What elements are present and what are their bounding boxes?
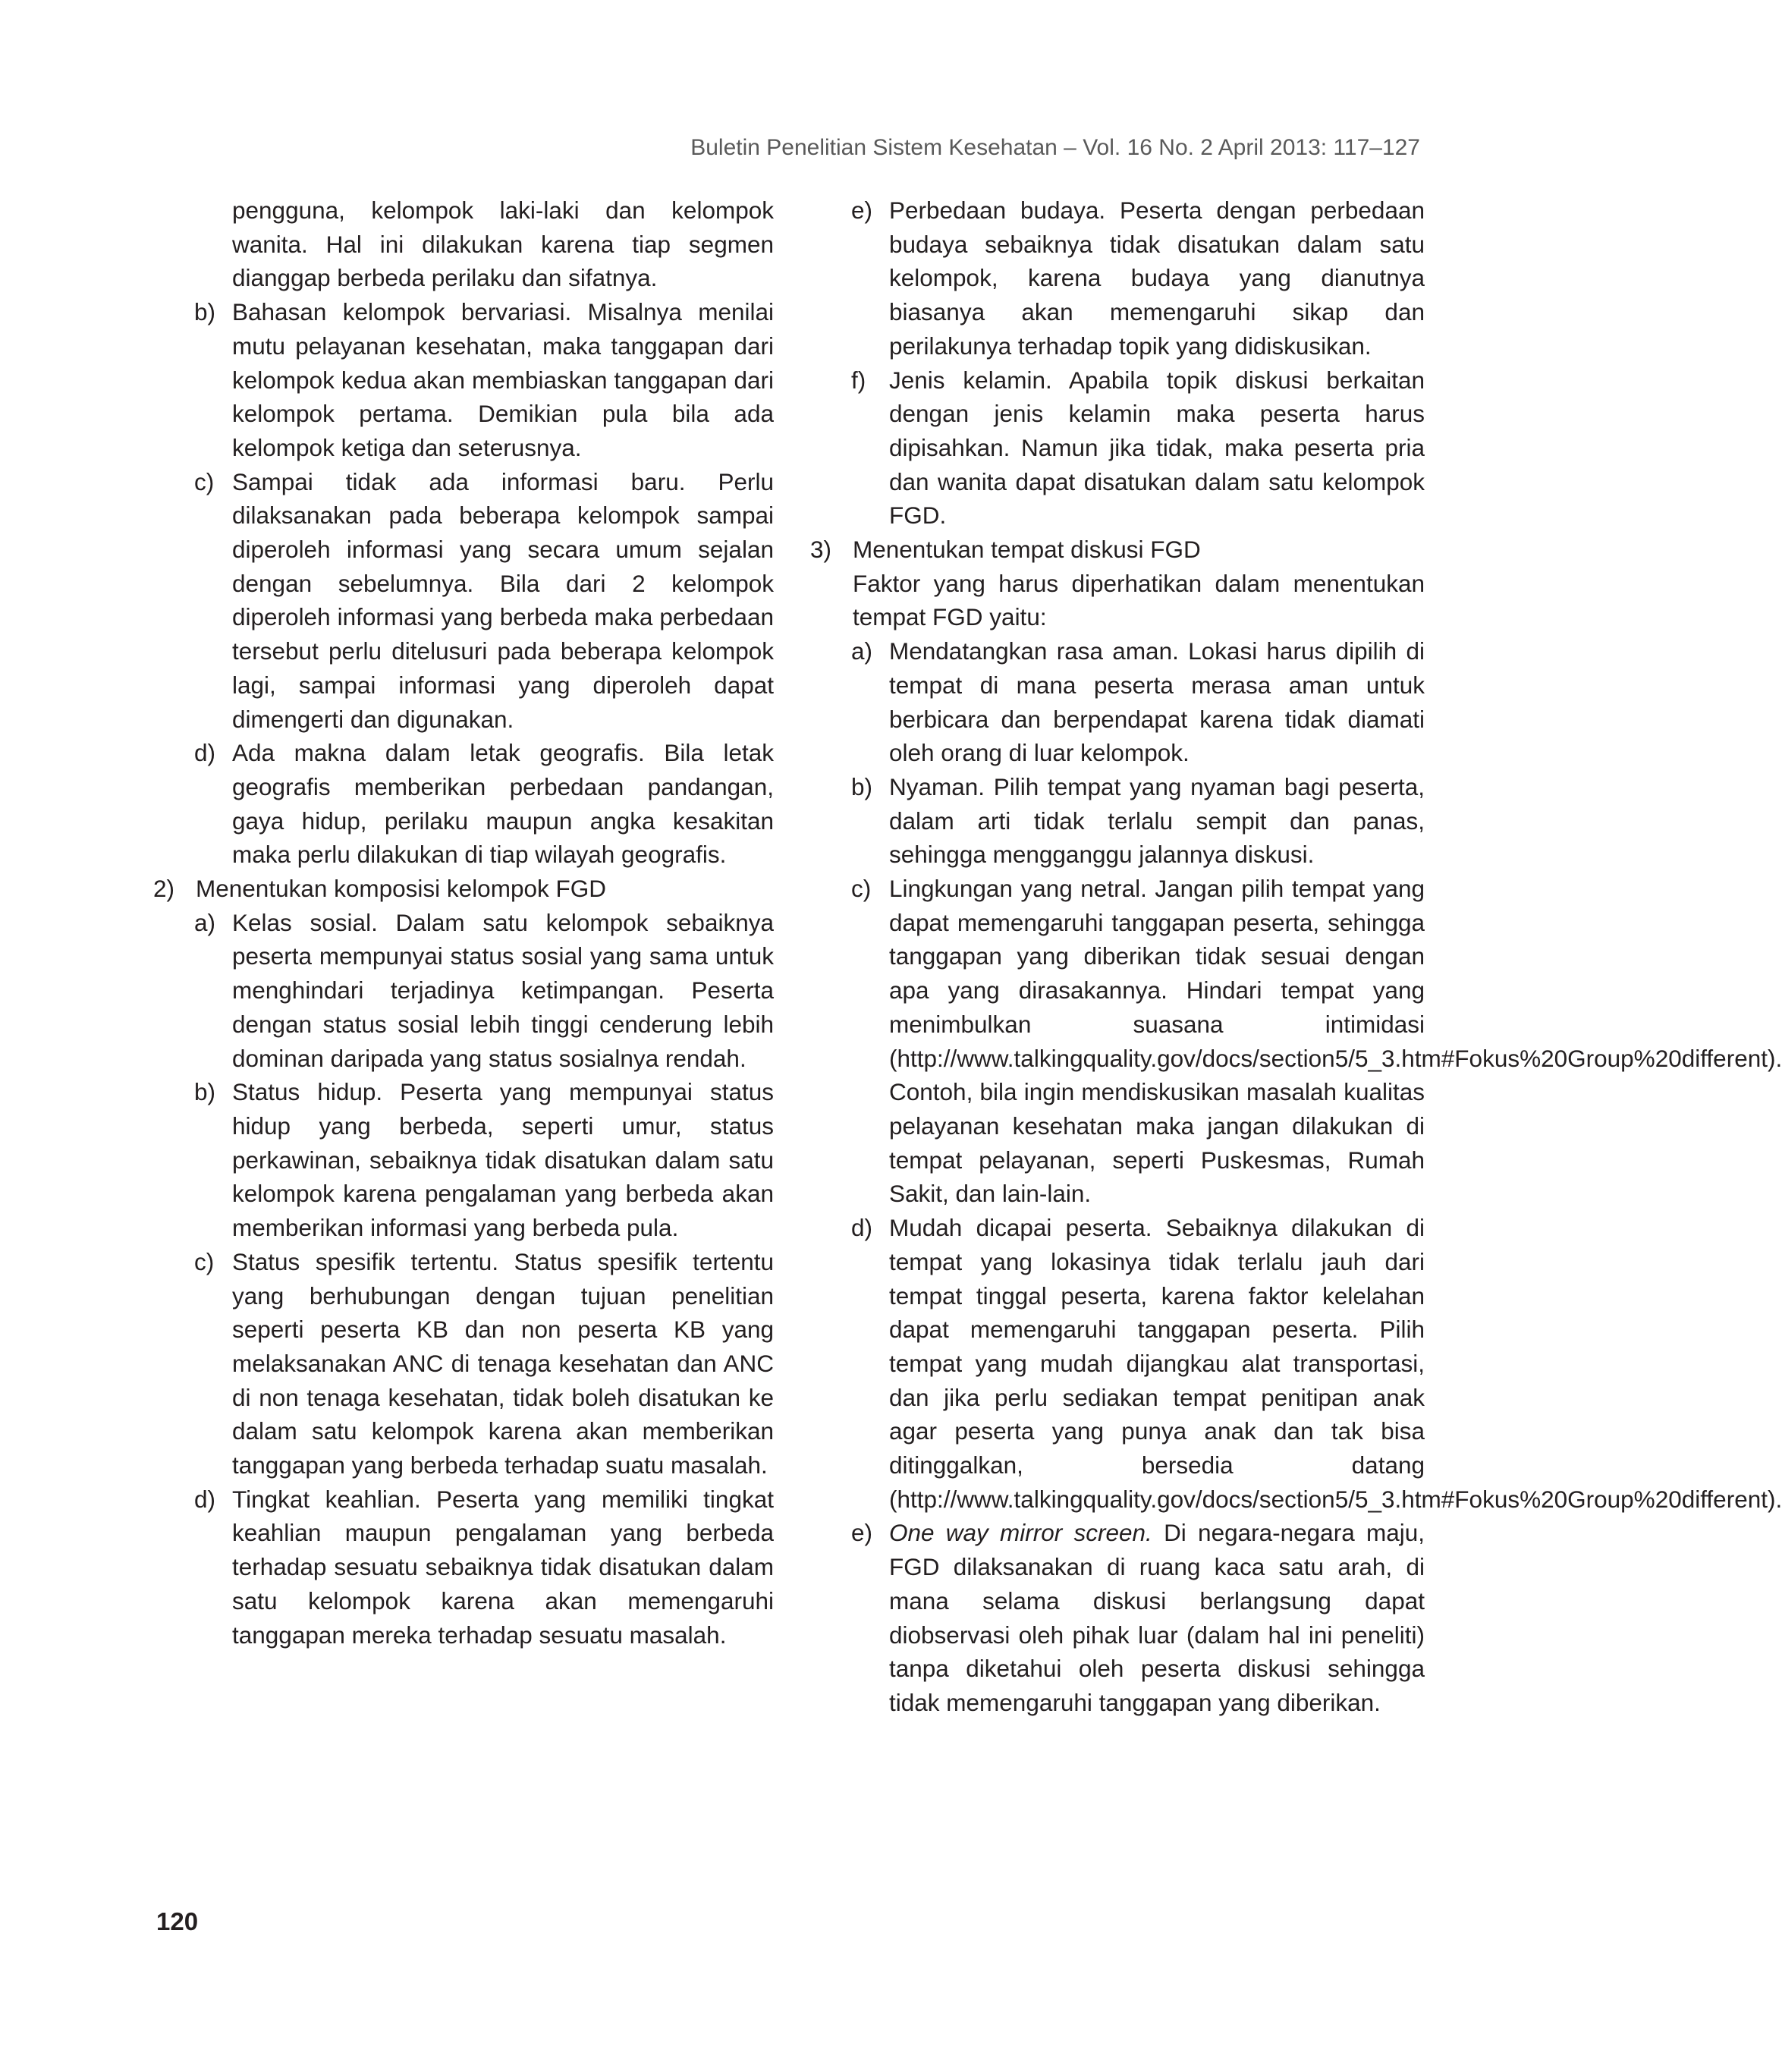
section-label: 3) — [810, 536, 832, 564]
item-text: Sampai tidak ada informasi baru. Perlu dilaksanakan pada beberapa kelompok sampai diperoleh informasi yang secara umum sejalan dengan sebelumnya. Bila dari 2 kelompok diperoleh informasi yang berbeda maka perbedaan tersebut perlu ditelusuri pada beberapa kelompok lagi, sampai informasi yang diperoleh dapat dimengerti dan digunakan. — [232, 467, 774, 733]
item-label: d) — [851, 1214, 873, 1242]
right-column — [810, 193, 1782, 1720]
item-label: b) — [194, 1078, 216, 1106]
item-text: Tingkat keahlian. Peserta yang memiliki tingkat keahlian maupun pengalaman yang berbeda terhadap sesuatu sebaiknya tidak disatukan dalam satu kelompok karena akan memengaruhi tanggapan mereka terhadap sesuatu masalah. — [232, 1485, 774, 1649]
continuation-paragraph: pengguna, kelompok laki-laki dan kelompok wanita. Hal ini dilakukan karena tiap segmen dianggap berbeda perilaku dan sifatnya. — [232, 197, 774, 292]
item-text: Jenis kelamin. Apabila topik diskusi berkaitan dengan jenis kelamin maka peserta harus dipisahkan. Namun jika tidak, maka peserta pria dan wanita dapat disatukan dalam satu kelompok FGD. — [889, 366, 1425, 530]
page-number: 120 — [156, 1907, 199, 1935]
list-item — [810, 1211, 1782, 1516]
section-title: Menentukan komposisi kelompok FGD — [196, 875, 606, 903]
item-text: Lingkungan yang netral. Jangan pilih tempat yang dapat memengaruhi tanggapan peserta, sehingga tanggapan yang diberikan tidak sesuai dengan apa yang dirasakannya. Hindari tempat yang menimbulkan suasana intimidasi (http://www.talkingquality.gov/docs/section5/5_3.htm#Fokus%20Group%20different). Contoh, bila ingin mendiskusikan masalah kualitas pelayanan kesehatan maka jangan dilakukan di tempat pelayanan, seperti Puskesmas, Rumah Sakit, dan lain-lain. — [889, 875, 1782, 1208]
list-item — [810, 193, 1425, 363]
section-heading-2 — [153, 872, 774, 906]
section-heading-3 — [810, 533, 1425, 567]
item-text: Di negara-negara maju, FGD dilaksanakan di ruang kaca satu arah, di mana selama diskusi berlangsung dapat diobservasi oleh pihak luar (dalam hal ini peneliti) tanpa diketahui oleh peserta diskusi sehingga tidak memengaruhi tanggapan yang diberikan. — [889, 1519, 1425, 1716]
section-title: Menentukan tempat diskusi FGD — [853, 536, 1201, 564]
item-text: Bahasan kelompok bervariasi. Misalnya menilai mutu pelayanan kesehatan, maka tanggapan dari kelompok kedua akan membiaskan tanggapan dari kelompok pertama. Demikian pula bila ada kelompok ketiga dan seterusnya. — [232, 298, 774, 461]
item-label: d) — [194, 739, 216, 767]
item-label: b) — [194, 298, 216, 326]
list-item — [153, 1482, 774, 1652]
item-label: a) — [194, 908, 216, 936]
running-header: Buletin Penelitian Sistem Kesehatan – Vol. 16 No. 2 April 2013: 117–127 — [690, 135, 1420, 160]
item-label: c) — [194, 467, 215, 495]
item-text: Perbedaan budaya. Peserta dengan perbedaan budaya sebaiknya tidak disatukan dalam satu kelompok, karena budaya yang dianutnya biasanya akan memengaruhi sikap dan perilakunya terhadap topik yang didiskusikan. — [889, 197, 1425, 360]
item-text: Nyaman. Pilih tempat yang nyaman bagi peserta, dalam arti tidak terlalu sempit dan panas, sehingga mengganggu jalannya diskusi. — [889, 772, 1425, 869]
list-item — [153, 736, 774, 872]
item-text: Status hidup. Peserta yang mempunyai status hidup yang berbeda, seperti umur, status perkawinan, sebaiknya tidak disatukan dalam satu kelompok karena pengalaman yang berbeda akan memberikan informasi yang berbeda pula. — [232, 1078, 774, 1242]
item-label: e) — [851, 197, 873, 224]
italic-term: One way mirror screen. — [889, 1519, 1152, 1547]
list-item — [153, 1245, 774, 1482]
item-label: c) — [851, 875, 872, 903]
item-text: Kelas sosial. Dalam satu kelompok sebaiknya peserta mempunyai status sosial yang sama untuk menghindari terjadinya ketimpangan. Peserta dengan status sosial lebih tinggi cenderung lebih dominan daripada yang status sosialnya rendah. — [232, 908, 774, 1072]
section-label: 2) — [153, 875, 175, 903]
list-item — [810, 363, 1425, 533]
item-label: a) — [851, 637, 873, 665]
item-text: Ada makna dalam letak geografis. Bila letak geografis memberikan perbedaan pandangan, gaya hidup, perilaku maupun angka kesakitan maka perlu dilakukan di tiap wilayah geografis. — [232, 739, 774, 869]
item-label: e) — [851, 1519, 873, 1547]
left-column — [153, 193, 774, 1652]
item-text: Mendatangkan rasa aman. Lokasi harus dipilih di tempat di mana peserta merasa aman untuk berbicara dan berpendapat karena tidak diamati oleh orang di luar kelompok. — [889, 637, 1425, 767]
list-item — [810, 872, 1782, 1211]
item-label: f) — [851, 366, 866, 394]
item-text: Status spesifik tertentu. Status spesifik tertentu yang berhubungan dengan tujuan penelitian seperti peserta KB dan non peserta KB yang melaksanakan ANC di tenaga kesehatan dan ANC di non tenaga kesehatan, tidak boleh disatukan ke dalam satu kelompok karena akan memberikan tanggapan yang berbeda terhadap suatu masalah. — [232, 1247, 774, 1479]
item-label: b) — [851, 772, 873, 800]
list-item — [153, 465, 774, 737]
item-label: d) — [194, 1485, 216, 1513]
list-item — [810, 634, 1425, 770]
list-item — [153, 906, 774, 1076]
list-item — [153, 1075, 774, 1245]
section-intro: Faktor yang harus diperhatikan dalam menentukan tempat FGD yaitu: — [853, 569, 1425, 631]
item-text: Mudah dicapai peserta. Sebaiknya dilakukan di tempat yang lokasinya tidak terlalu jauh dari tempat tinggal peserta, karena faktor kelelahan dapat memengaruhi tanggapan peserta. Pilih tempat yang mudah dijangkau alat transportasi, dan jika perlu sediakan tempat penitipan anak agar peserta yang punya anak dan tak bisa ditinggalkan, bersedia datang (http://www.talkingquality.gov/docs/section5/5_3.htm#Fokus%20Group%20different). — [889, 1214, 1782, 1513]
list-item — [153, 295, 774, 465]
item-label: c) — [194, 1247, 215, 1275]
list-item — [810, 1516, 1425, 1719]
list-item — [810, 770, 1425, 872]
